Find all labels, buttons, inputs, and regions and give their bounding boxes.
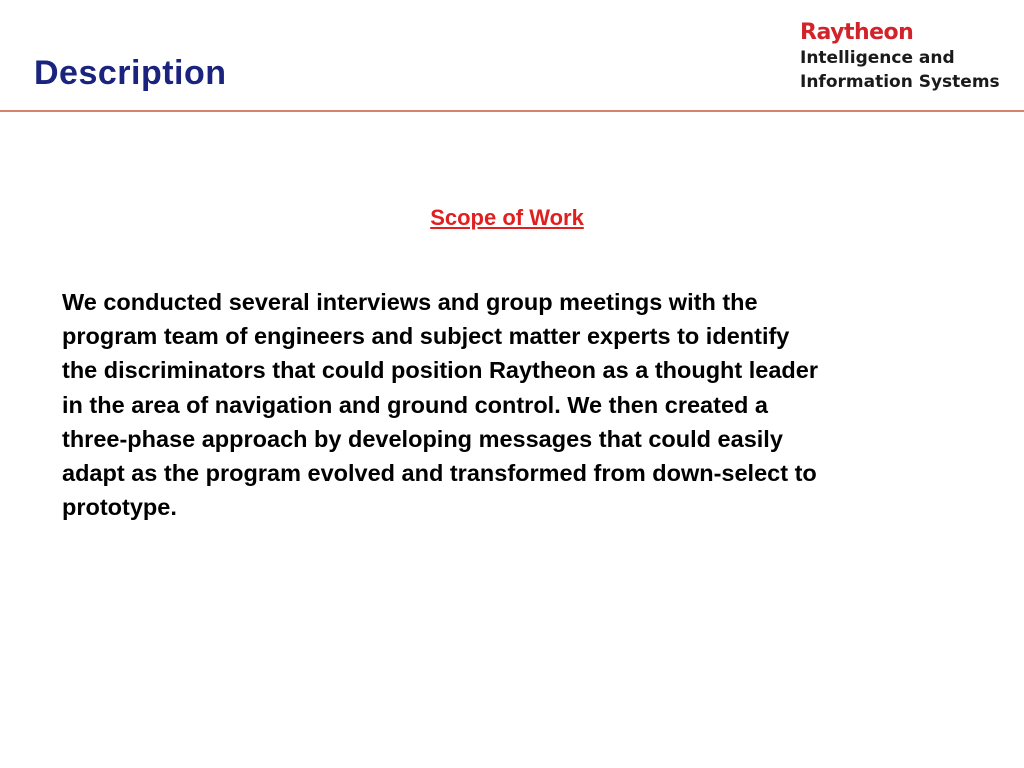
logo-division-line1: Intelligence and (800, 48, 955, 68)
header-divider (0, 110, 1024, 112)
body-paragraph: We conducted several interviews and group meetings with the program team of engineers and subject matter experts to identify the discriminators that could position Raytheon as a thought leader in the area of navigation and ground control. We then created a three-phase approach by developing messages that could easily adapt as the program evolved and transformed from down-select to prototype. (62, 289, 819, 521)
section-heading: Scope of Work (430, 205, 584, 230)
page-title: Description (34, 54, 227, 92)
logo-division-line2: Information Systems (800, 72, 1000, 92)
company-logo (800, 22, 1000, 91)
logo-brand-text: Raytheon (800, 20, 914, 45)
